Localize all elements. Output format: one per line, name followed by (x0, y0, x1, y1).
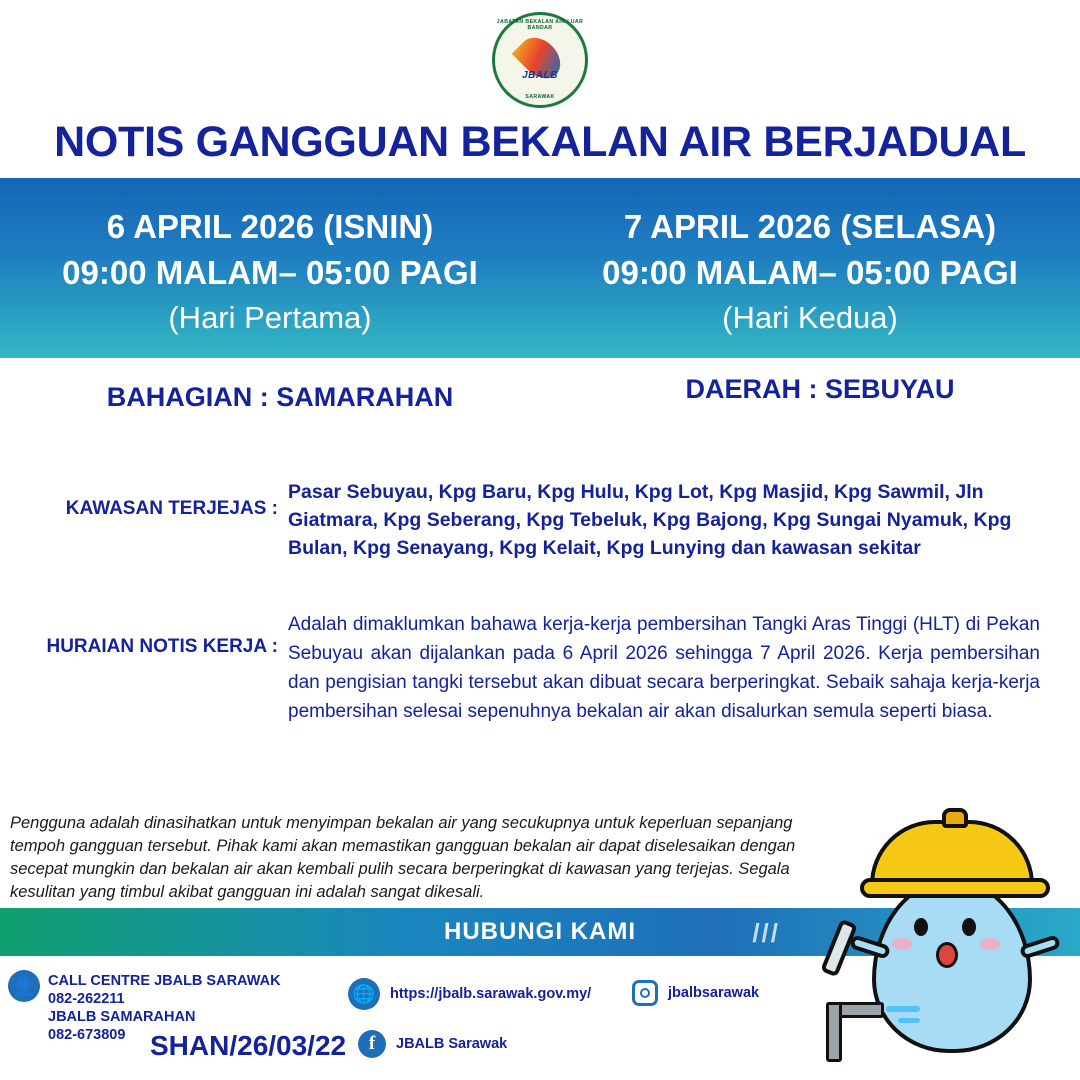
logo-circle (492, 12, 588, 108)
water-droplet-mascot (844, 790, 1074, 1080)
mascot-eye-right (962, 918, 976, 936)
schedule-day-2-label: (Hari Kedua) (722, 300, 898, 335)
mascot-helmet-icon (870, 820, 1034, 896)
person-icon: 👤 (8, 970, 40, 1002)
facebook-icon: f (358, 1030, 386, 1058)
work-notice-value: Adalah dimaklumkan bahawa kerja-kerja pembersihan Tangki Aras Tinggi (HLT) di Pekan Sebuyau akan dijalankan pada 6 April 2026 sehingga 7 April 2026. Kerja pembersihan dan pengisian tangki tersebut akan dibuat secara berperingkat. Sebaik sahaja kerja-kerja pembersihan selesai sepenuhnya bekalan air akan disalurkan semula seperti biasa. (288, 614, 1040, 722)
location-row (0, 374, 1080, 413)
branch-name: JBALB SAMARAHAN (48, 1009, 196, 1025)
division-text: BAHAGIAN : SAMARAHAN (106, 382, 454, 412)
water-stream-secondary-icon (898, 1018, 920, 1023)
affected-areas-value: Pasar Sebuyau, Kpg Baru, Kpg Hulu, Kpg Lot, Kpg Masjid, Kpg Sawmil, Jln Giatmara, Kpg Seberang, Kpg Tebeluk, Kpg Bajong, Kpg Sungai Nyamuk, Kpg Bulan, Kpg Senayang, Kpg Kelait, Kpg Lunying dan kawasan sekitar (288, 481, 1012, 559)
branch-phone: 082-673809 (48, 1027, 126, 1043)
instagram-block[interactable] (632, 980, 759, 1006)
decorative-slashes: /// (752, 918, 780, 948)
schedule-day-2-time: 09:00 MALAM– 05:00 PAGI (602, 254, 1018, 291)
work-notice-row (0, 610, 1080, 726)
pipe-vertical-icon (826, 1002, 842, 1062)
call-centre-name: CALL CENTRE JBALB SARAWAK (48, 973, 281, 989)
jbalb-logo (0, 8, 1080, 112)
schedule-day-2 (540, 178, 1080, 358)
instagram-handle[interactable]: jbalbsarawak (668, 985, 760, 1001)
facebook-block[interactable] (358, 1030, 507, 1058)
website-block[interactable] (348, 978, 591, 1010)
mascot-mouth (936, 942, 958, 968)
mascot-helmet-knob (942, 808, 968, 828)
schedule-day-1 (0, 178, 540, 358)
contact-band-heading: HUBUNGI KAMI (444, 918, 636, 945)
reference-code: SHAN/26/03/22 (150, 1030, 347, 1061)
mascot-eye-left (914, 918, 928, 936)
schedule-day-1-label: (Hari Pertama) (168, 300, 372, 335)
website-url[interactable]: https://jbalb.sarawak.gov.my/ (390, 986, 592, 1002)
mascot-cheek-left (892, 938, 912, 950)
advisory-text: Pengguna adalah dinasihatkan untuk menyimpan bekalan air yang secukupnya untuk keperluan sepanjang tempoh gangguan tersebut. Pihak kami akan memastikan gangguan bekalan air dapat diselesaikan dengan secepat mungkin dan bekalan air akan kembali pulih secara berperingkat di kawasan yang terjejas. Segala kesulitan yang timbul akibat gangguan ini adalah sangat dikesali. (10, 814, 796, 901)
page-title: NOTIS GANGGUAN BEKALAN AIR BERJADUAL (54, 118, 1026, 166)
work-notice-label: HURAIAN NOTIS KERJA : (46, 636, 278, 657)
logo-ring-bottom-text: SARAWAK (525, 94, 555, 100)
affected-areas-row (0, 478, 1080, 562)
instagram-icon (632, 980, 658, 1006)
call-centre-phone: 082-262211 (48, 991, 125, 1007)
district-text: DAERAH : SEBUYAU (685, 374, 955, 404)
schedule-day-1-date: 6 APRIL 2026 (ISNIN) (106, 208, 434, 245)
affected-areas-label: KAWASAN TERJEJAS : (65, 498, 278, 519)
water-stream-icon (886, 1006, 920, 1012)
globe-icon: 🌐 (348, 978, 380, 1010)
logo-ring-top-text: JABATAN BEKALAN AIR LUAR BANDAR (496, 19, 584, 31)
logo-abbreviation: JBALB (522, 70, 558, 81)
schedule-day-1-time: 09:00 MALAM– 05:00 PAGI (62, 254, 478, 291)
mascot-cheek-right (980, 938, 1000, 950)
schedule-day-2-date: 7 APRIL 2026 (SELASA) (623, 208, 997, 245)
schedule-band (0, 178, 1080, 358)
facebook-handle[interactable]: JBALB Sarawak (396, 1036, 508, 1052)
